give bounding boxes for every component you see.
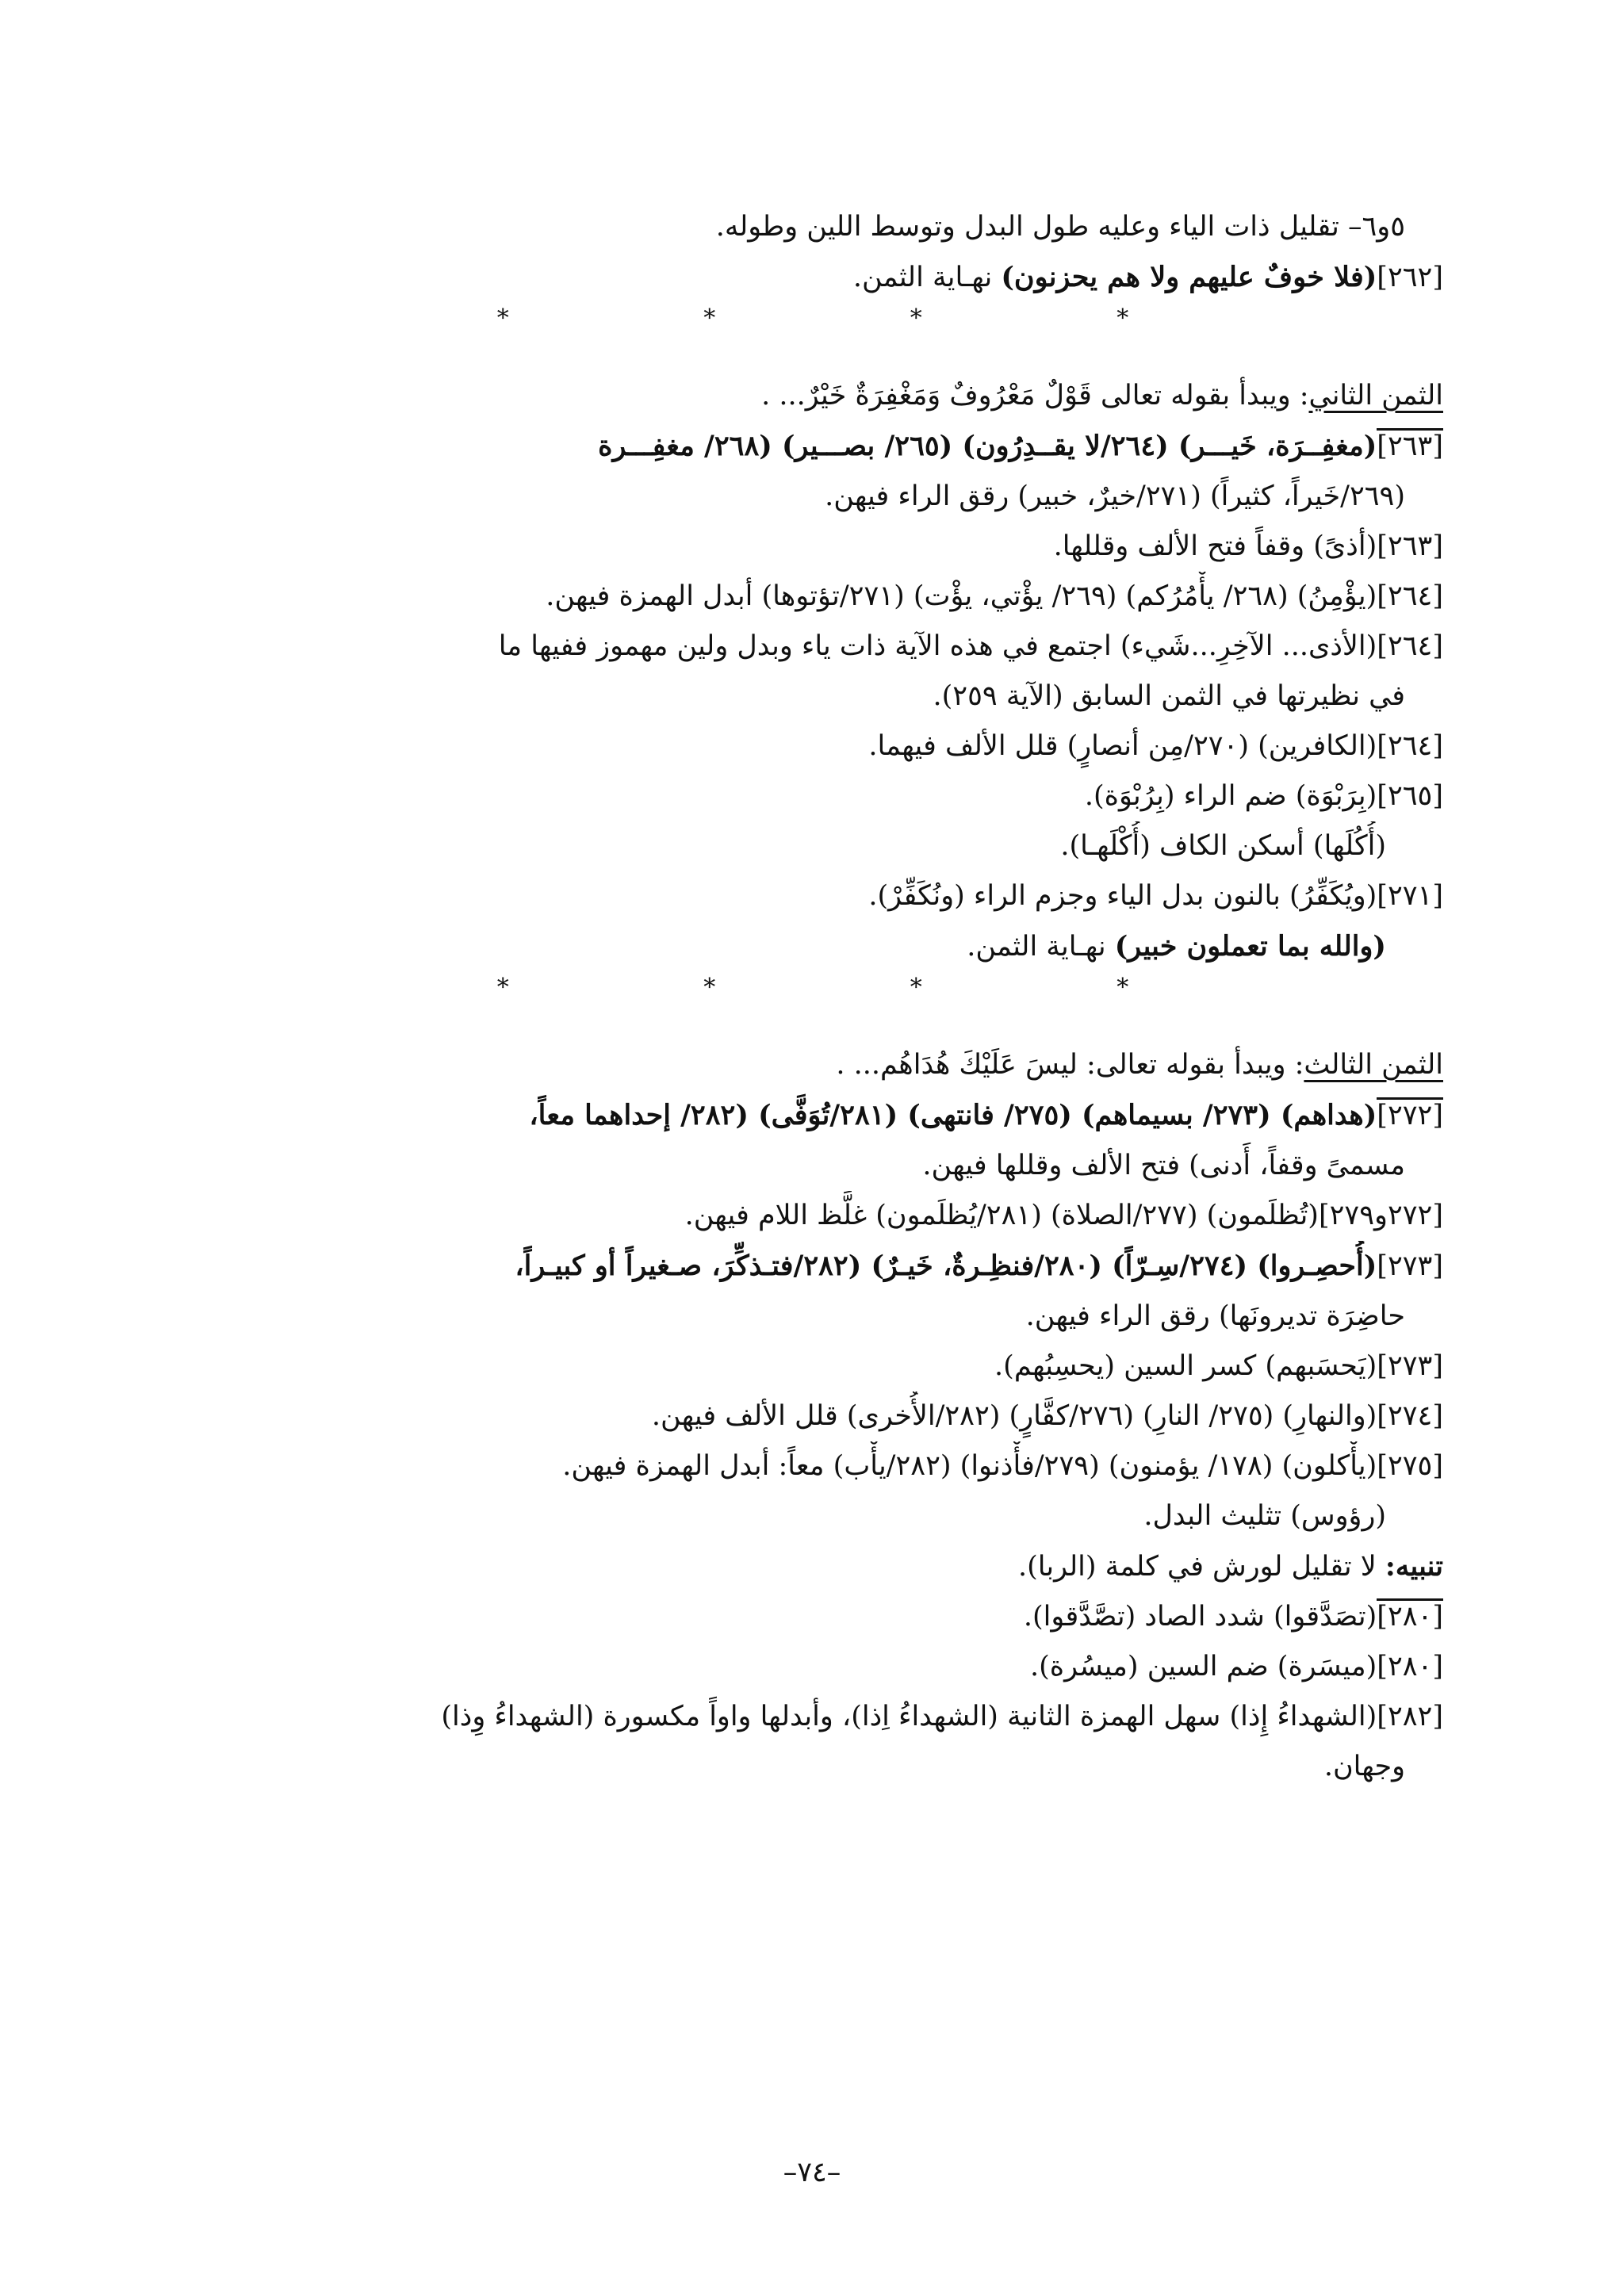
- verse-ref: [٢٧٤]: [1377, 1400, 1443, 1432]
- text-line-25: [181, 1642, 1443, 1692]
- verse-ref: [٢٦٤]: [1377, 630, 1443, 662]
- verse-ref: [٢٧٢و٢٧٩]: [1318, 1200, 1443, 1231]
- line-content: (بِرَبْوَة) ضم الراء (بِرُبْوَة).: [1084, 780, 1377, 812]
- section-heading-second-eighth: [181, 371, 1443, 421]
- text-line-23: [181, 1541, 1443, 1592]
- line-content: (الأذى... الآخِرِ...شَيء) اجتمع في هذه الآية ذات ياء وبدل ولين مهموز ففيها ما: [498, 630, 1377, 662]
- text-line-1: ٥و٦– تقليل ذات الياء وعليه طول البدل وتوسط اللين وطوله.: [715, 211, 1405, 243]
- verse-ref: [٢٦٤]: [1377, 730, 1443, 762]
- text-line-12: [181, 871, 1443, 921]
- section-heading-third-eighth: [181, 1040, 1443, 1090]
- text-line-3: [181, 421, 1443, 472]
- note-text: نهـاية الثمن.: [967, 931, 1115, 963]
- verse-ref: [٢٦٤]: [1377, 580, 1443, 612]
- verse-ref: [٢٨٠]: [1377, 1651, 1443, 1682]
- text-line-24: [181, 1592, 1443, 1642]
- verse-ref: [٢٧٣]: [1377, 1350, 1443, 1382]
- text-line-6: [181, 572, 1443, 622]
- line-content: (تُظلَمون) (٢٧٧/الصلاة) (٢٨١/يُظلَمون) غلَّظ اللام فيهن.: [684, 1200, 1319, 1231]
- line-content: (هداهم) (٢٧٣/ بسيماهم) (٢٧٥/ فانتهى) (٢٨١/تُوَفَّى) (٢٨٢/ إحداهما معاً،: [529, 1099, 1377, 1131]
- text-line-11: (أُكُلَها) أسكن الكاف (أُكْلَهـا).: [1060, 830, 1386, 862]
- section-title: الثمن الثالث: [1304, 1049, 1443, 1081]
- verse-ref: [٢٧٣]: [1377, 1250, 1443, 1282]
- text-line-16: [181, 1191, 1443, 1241]
- verse-ref: [٢٦٣]: [1377, 530, 1443, 562]
- line-content: (والنهارِ) (٢٧٥/ النارِ) (٢٧٦/كفَّارٍ) (٢٨٢/الأُخرى) قلل الألف فيهن.: [651, 1400, 1377, 1432]
- verse-ref: [٢٦٢]: [1377, 262, 1443, 293]
- verse-ref: [٢٦٥]: [1377, 780, 1443, 812]
- verse-ref: [٢٨٠]: [1377, 1598, 1443, 1633]
- text-line-14: [181, 1090, 1443, 1141]
- section-separator: * * * *: [496, 974, 1223, 1001]
- text-line-9: [181, 722, 1443, 771]
- verse-ref: [٢٧٢]: [1377, 1097, 1443, 1131]
- line-content: (ويُكَفِّرُ) بالنون بدل الياء وجزم الراء (ونُكَفِّرْ).: [868, 880, 1377, 912]
- verse-ref: [٢٧١]: [1377, 880, 1443, 912]
- page-number: –٧٤–: [783, 2157, 841, 2188]
- text-line-22: (رؤوس) تثليث البدل.: [1143, 1500, 1386, 1532]
- text-line-27: وجهان.: [1323, 1751, 1405, 1782]
- line-content: (يأْكلون) (١٧٨/ يؤمنون) (٢٧٩/فأْذنوا) (٢٨٢/يأْب) معاً: أبدل الهمزة فيهن.: [562, 1450, 1377, 1482]
- line-content: (أُحصِـروا) (٢٧٤/سِـرّاً) (٢٨٠/فنظِـرةٌ، خَيـرٌ) (٢٨٢/فتـذكِّرَ، صـغيراً أو كبيـراً،: [515, 1250, 1377, 1282]
- verse-ref: [٢٧٥]: [1377, 1450, 1443, 1482]
- quran-phrase: (فلا خوفٌ عليهم ولا هم يحزنون): [1001, 261, 1377, 293]
- text-line-10: [181, 771, 1443, 821]
- line-content: (مغفِــرَة، خَيـــر) (٢٦٤/لا يقــدِرُون) (٢٦٥/ بصـــير) (٢٦٨/ مغفِـــرة: [598, 430, 1377, 462]
- note-label: تنبيه:: [1385, 1550, 1443, 1583]
- text-line-15: مسمىً وقفاً، أَدنى) فتح الألف وقللها فيهن.: [922, 1150, 1405, 1181]
- text-line-4: (٢٦٩/خَيراً، كثيراً) (٢٧١/خيرٌ، خبير) رقق الراء فيهن.: [825, 480, 1405, 512]
- verse-ref: [٢٦٣]: [1377, 428, 1443, 462]
- verse-ref: [٢٨٢]: [1377, 1701, 1443, 1732]
- note-text: نهـاية الثمن.: [852, 262, 1002, 293]
- text-line-7: [181, 622, 1443, 672]
- note-text: لا تقليل لورش في كلمة (الربا).: [1017, 1551, 1385, 1583]
- text-line-19: [181, 1342, 1443, 1391]
- line-content: (الكافرين) (٢٧٠/مِن أنصارٍ) قلل الألف فيهما.: [868, 730, 1377, 762]
- section-intro: : ويبدأ بقوله تعالى قَوْلٌ مَعْرُوفٌ وَمَغْفِرَةٌ خَيْرٌ... .: [761, 380, 1309, 412]
- line-content: (تصَدَّقوا) شدد الصاد (تصَّدَّقوا).: [1023, 1601, 1377, 1633]
- text-line-17: [181, 1241, 1443, 1292]
- text-line-13: [181, 921, 1443, 972]
- text-line-26: [181, 1692, 1443, 1742]
- text-line-8: في نظيرتها في الثمن السابق (الآية ٢٥٩).: [933, 680, 1405, 712]
- quran-phrase: (والله بما تعملون خبير): [1114, 930, 1386, 963]
- line-content: (يَحسَبهم) كسر السين (يحسِبُهم).: [994, 1350, 1377, 1382]
- line-content: (أذىً) وقفاً فتح الألف وقللها.: [1053, 530, 1377, 562]
- section-separator: * * * *: [496, 304, 1223, 332]
- text-line-21: [181, 1441, 1443, 1491]
- section-intro: : ويبدأ بقوله تعالى: ليسَ عَلَيْكَ هُدَاهُم... .: [836, 1049, 1304, 1081]
- section-title: الثمن الثاني: [1308, 380, 1443, 412]
- line-content: (يؤْمِنُ) (٢٦٨/ يأْمُرُكم) (٢٦٩/ يؤْتي، يؤْت) (٢٧١/تؤتوها) أبدل الهمزة فيهن.: [546, 580, 1377, 612]
- line-content: (ميسَرة) ضم السين (ميسُرة).: [1029, 1651, 1377, 1682]
- line-content: (الشهداءُ إِذا) سهل الهمزة الثانية (الشهداءُ اِذا)، وأبدلها واواً مكسورة (الشهداءُ وِذا): [441, 1701, 1377, 1732]
- text-line-5: [181, 522, 1443, 572]
- page-body: [181, 202, 1443, 1792]
- text-line-20: [181, 1391, 1443, 1441]
- text-line-2: [181, 252, 1443, 303]
- text-line-18: حاضِرَة تديرونَها) رقق الراء فيهن.: [1025, 1300, 1405, 1332]
